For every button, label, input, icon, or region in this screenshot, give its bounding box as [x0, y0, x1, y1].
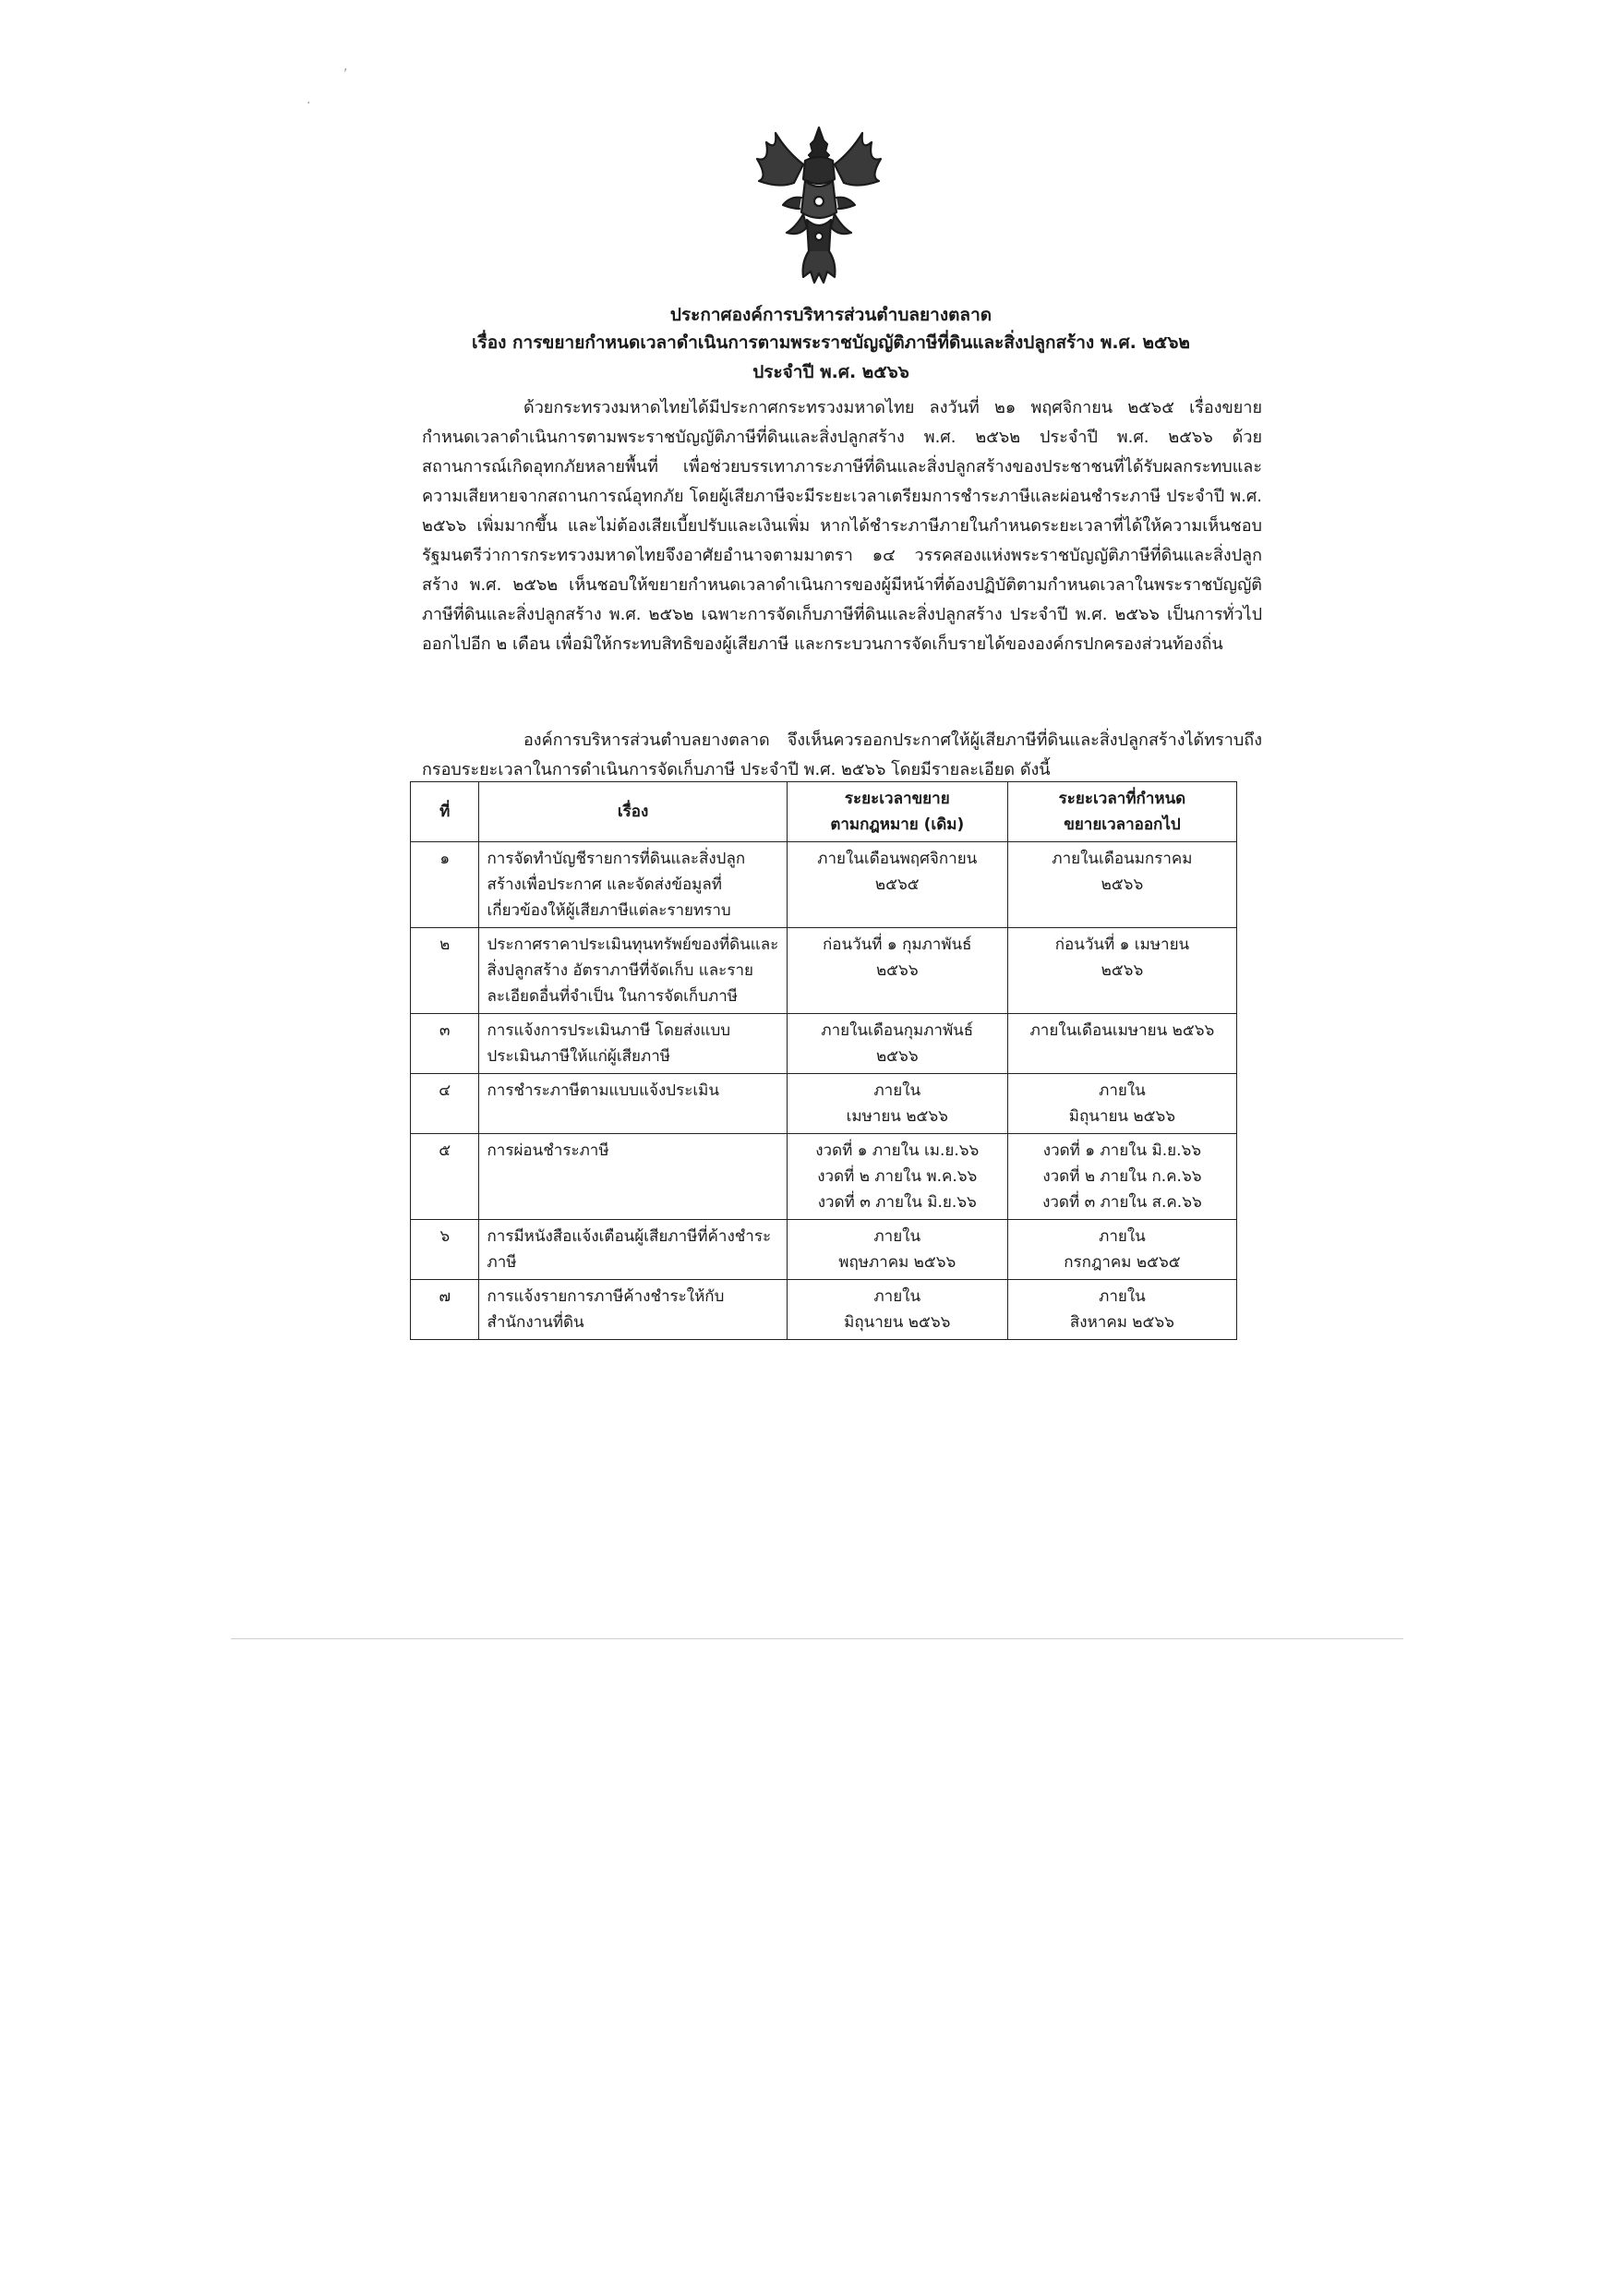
table-row [411, 928, 1237, 1014]
garuda-emblem-icon [750, 124, 888, 286]
row-extended-period: งวดที่ ๑ ภายใน มิ.ย.๖๖ งวดที่ ๒ ภายใน ก.ค.๖๖ งวดที่ ๓ ภายใน ส.ค.๖๖ [1007, 1134, 1236, 1220]
row-subject: การชำระภาษีตามแบบแจ้งประเมิน [479, 1074, 787, 1134]
table-body [411, 842, 1237, 1340]
scan-speck: · [307, 96, 311, 111]
row-extended-period: ภายในเดือนเมษายน ๒๕๖๖ [1007, 1014, 1236, 1074]
table-row [411, 1014, 1237, 1074]
table-header-row [411, 782, 1237, 842]
row-original-period: งวดที่ ๑ ภายใน เม.ย.๖๖ งวดที่ ๒ ภายใน พ.ค.๖๖ งวดที่ ๓ ภายใน มิ.ย.๖๖ [787, 1134, 1007, 1220]
row-extended-period: ภายใน กรกฎาคม ๒๕๖๕ [1007, 1220, 1236, 1280]
row-original-period: ภายในเดือนพฤศจิกายน ๒๕๖๕ [787, 842, 1007, 928]
row-extended-period: ภายใน มิถุนายน ๒๕๖๖ [1007, 1074, 1236, 1134]
row-original-period: ภายในเดือนกุมภาพันธ์ ๒๕๖๖ [787, 1014, 1007, 1074]
table-row [411, 842, 1237, 928]
row-original-period: ภายใน พฤษภาคม ๒๕๖๖ [787, 1220, 1007, 1280]
table-row [411, 1220, 1237, 1280]
table-row [411, 1134, 1237, 1220]
header-no: ที่ [411, 782, 479, 842]
row-number: ๑ [411, 842, 479, 928]
row-extended-period: ภายในเดือนมกราคม ๒๕๖๖ [1007, 842, 1236, 928]
scan-speck: , [343, 59, 348, 74]
announcement-subject: เรื่อง การขยายกำหนดเวลาดำเนินการตามพระราชบัญญัติภาษีที่ดินและสิ่งปลูกสร้าง พ.ศ. ๒๕๖๒ [472, 332, 1190, 353]
row-subject: ประกาศราคาประเมินทุนทรัพย์ของที่ดินและสิ่งปลูกสร้าง อัตราภาษีที่จัดเก็บ และรายละเอียดอื่นที่จำเป็น ในการจัดเก็บภาษี [479, 928, 787, 1014]
table-row [411, 1074, 1237, 1134]
announcement-title: ประกาศองค์การบริหารส่วนตำบลยางตลาด [669, 305, 992, 325]
row-original-period: ก่อนวันที่ ๑ กุมภาพันธ์ ๒๕๖๖ [787, 928, 1007, 1014]
body-paragraph-2: องค์การบริหารส่วนตำบลยางตลาด จึงเห็นควรออกประกาศให้ผู้เสียภาษีที่ดินและสิ่งปลูกสร้างได้ทราบถึงกรอบระยะเวลาในการดำเนินการจัดเก็บภาษี ประจำปี พ.ศ. ๒๕๖๖ โดยมีรายละเอียด ดังนี้ [422, 730, 1262, 779]
row-number: ๔ [411, 1074, 479, 1134]
row-original-period: ภายใน มิถุนายน ๒๕๖๖ [787, 1280, 1007, 1340]
row-number: ๒ [411, 928, 479, 1014]
row-number: ๖ [411, 1220, 479, 1280]
row-subject: การผ่อนชำระภาษี [479, 1134, 787, 1220]
table-row [411, 1280, 1237, 1340]
row-extended-period: ภายใน สิงหาคม ๒๕๖๖ [1007, 1280, 1236, 1340]
announcement-year: ประจำปี พ.ศ. ๒๕๖๖ [752, 362, 909, 382]
row-subject: การแจ้งรายการภาษีค้างชำระให้กับสำนักงานที่ดิน [479, 1280, 787, 1340]
body-paragraph-1: ด้วยกระทรวงมหาดไทยได้มีประกาศกระทรวงมหาดไทย ลงวันที่ ๒๑ พฤศจิกายน ๒๕๖๕ เรื่องขยายกำหนดเวลาดำเนินการตามพระราชบัญญัติภาษีที่ดินและสิ่งปลูกสร้าง พ.ศ. ๒๕๖๒ ประจำปี พ.ศ. ๒๕๖๖ ด้วยสถานการณ์เกิดอุทกภัยหลายพื้นที่ เพื่อช่วยบรรเทาภาระภาษีที่ดินและสิ่งปลูกสร้างของประชาชนที่ได้รับผลกระทบและความเสียหายจากสถานการณ์อุทกภัย โดยผู้เสียภาษีจะมีระยะเวลาเตรียมการชำระภาษีและผ่อนชำระภาษี ประจำปี พ.ศ. ๒๕๖๖ เพิ่มมากขึ้น และไม่ต้องเสียเบี้ยปรับและเงินเพิ่ม หากได้ชำระภาษีภายในกำหนดระยะเวลาที่ได้ให้ความเห็นชอบ รัฐมนตรีว่าการกระทรวงมหาดไทยจึงอาศัยอำนาจตามมาตรา ๑๔ วรรคสองแห่งพระราชบัญญัติภาษีที่ดินและสิ่งปลูกสร้าง พ.ศ. ๒๕๖๒ เห็นชอบให้ขยายกำหนดเวลาดำเนินการของผู้มีหน้าที่ต้องปฏิบัติตามกำหนดเวลาในพระราชบัญญัติภาษีที่ดินและสิ่งปลูกสร้าง พ.ศ. ๒๕๖๒ เฉพาะการจัดเก็บภาษีที่ดินและสิ่งปลูกสร้าง ประจำปี พ.ศ. ๒๕๖๖ เป็นการทั่วไป ออกไปอีก ๒ เดือน เพื่อมิให้กระทบสิทธิของผู้เสียภาษี และกระบวนการจัดเก็บรายได้ขององค์กรปกครองส่วนท้องถิ่น [422, 398, 1262, 654]
header-subject: เรื่อง [479, 782, 787, 842]
row-subject: การมีหนังสือแจ้งเตือนผู้เสียภาษีที่ค้างชำระภาษี [479, 1220, 787, 1280]
header-extended-period: ระยะเวลาที่กำหนด ขยายเวลาออกไป [1007, 782, 1236, 842]
schedule-table [410, 781, 1237, 1340]
row-subject: การแจ้งการประเมินภาษี โดยส่งแบบประเมินภาษีให้แก่ผู้เสียภาษี [479, 1014, 787, 1074]
row-subject: การจัดทำบัญชีรายการที่ดินและสิ่งปลูกสร้างเพื่อประกาศ และจัดส่งข้อมูลที่เกี่ยวข้องให้ผู้เสียภาษีแต่ละรายทราบ [479, 842, 787, 928]
row-number: ๗ [411, 1280, 479, 1340]
row-extended-period: ก่อนวันที่ ๑ เมษายน ๒๕๖๖ [1007, 928, 1236, 1014]
row-original-period: ภายใน เมษายน ๒๕๖๖ [787, 1074, 1007, 1134]
header-original-period: ระยะเวลาขยาย ตามกฎหมาย (เดิม) [787, 782, 1007, 842]
row-number: ๕ [411, 1134, 479, 1220]
row-number: ๓ [411, 1014, 479, 1074]
page-bottom-edge [231, 1638, 1403, 1639]
